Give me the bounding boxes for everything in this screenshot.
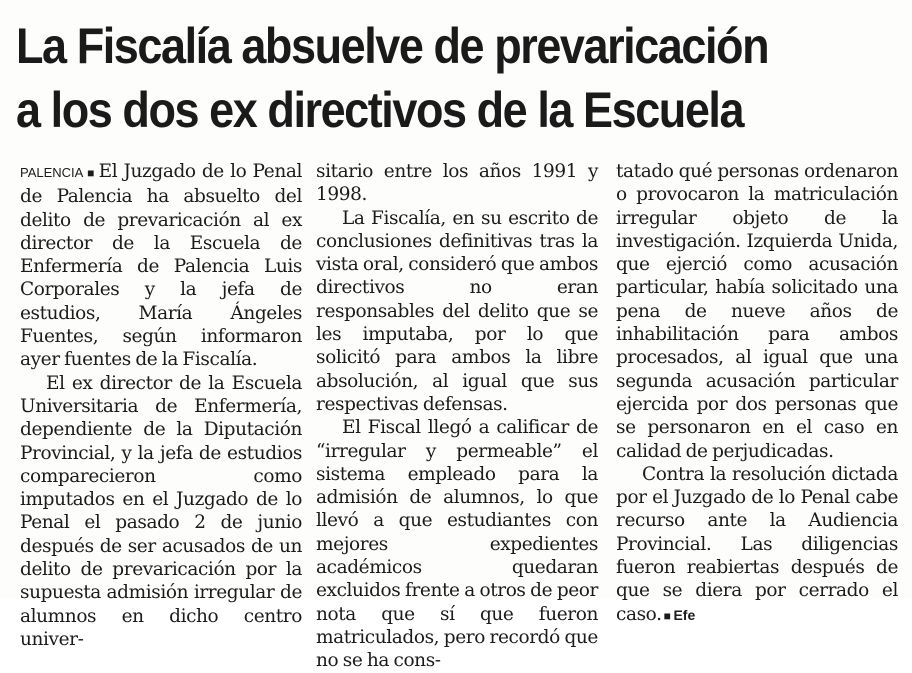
paragraph: sitario entre los años 1991 y 1998. — [316, 161, 598, 206]
column-2 — [316, 160, 598, 673]
paragraph — [616, 463, 898, 628]
paragraph: El ex director de la Escuela Universitaria de Enfermería, dependiente de la Diputación Provincial, y la jefa de estudios comparecieron como imputados en el Juzgado de lo Penal el pasado 2 de junio después de ser acusados de un delito de prevaricación por la supuesta admisión irregular de alumnos en dicho centro univer- — [20, 372, 302, 650]
paragraph: tatado qué personas ordenaron o provocaron la matriculación irregular objeto de la investigación. Izquierda Unida, que ejerció como acusación particular, había solicitado una pena de nueve años de inhabilitación para ambos procesados, al igual que una segunda acusación particular ejercida por dos personas que se personaron en el caso en calidad de perjudicadas. — [616, 161, 898, 462]
headline-line-2: a los dos ex directivos de la Escuela — [16, 82, 744, 138]
column-1 — [20, 160, 302, 651]
headline-line-1: La Fiscalía absuelve de prevaricación — [16, 18, 769, 74]
bullet-square-icon: ■ — [85, 166, 96, 180]
column-3 — [616, 160, 898, 628]
dateline: PALENCIA — [20, 165, 84, 180]
paragraph: El Fiscal llegó a calificar de “irregular y permeable” el sistema empleado para la admisión de alumnos, lo que llevó a que estudiantes con mejores expedientes académicos quedaran excluidos frente a otros de peor nota que sí que fueron matriculados, pero recordó que no se ha cons- — [316, 417, 598, 672]
agency-signature: Efe — [673, 606, 696, 623]
end-square-icon: ■ — [663, 608, 671, 623]
headline — [16, 14, 808, 142]
paragraph — [20, 160, 302, 372]
paragraph-text: Contra la resolución dictada por el Juzgado de lo Penal cabe recurso ante la Audiencia Provincial. Las diligencias fueron reabiertas después de que se diera por cerrado el caso. — [616, 463, 898, 625]
paragraph-text: El Juzgado de lo Penal de Palencia ha absuelto del delito de prevaricación al ex director de la Escuela de Enfermería de Palencia Luis Corporales y la jefa de estudios, María Ángeles Fuentes, según informaron ayer fuentes de la Fiscalía. — [20, 161, 302, 371]
paragraph: La Fiscalía, en su escrito de conclusiones definitivas tras la vista oral, consideró que ambos directivos no eran responsables del delito que se les imputaba, por lo que solicitó para ambos la libre absolución, al igual que sus respectivas defensas. — [316, 207, 598, 415]
